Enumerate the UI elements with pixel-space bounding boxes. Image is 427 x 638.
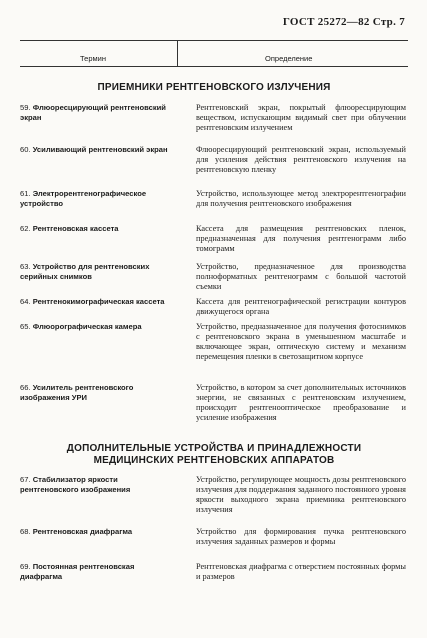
definition: Устройство, предназначенное для производства полноформатных рентгенограмм с большой частотой съемки [196,262,406,291]
section-title-receivers: ПРИЕМНИКИ РЕНТГЕНОВСКОГО ИЗЛУЧЕНИЯ [97,82,331,93]
table-top-rule [20,40,408,41]
definition: Флюоресцирующий рентгеновский экран, используемый для усиления действия рентгеновского излучения на рентгеновскую пленку [196,145,406,174]
term: 62. Рентгеновская кассета [20,224,119,233]
definition: Устройство, регулирующее мощность дозы рентгеновского излучения для поддержания заданного постоянного уровня яркости выходного экрана приемника рентгеновского излучения [196,475,406,514]
term: 68. Рентгеновская диафрагма [20,527,133,536]
definition: Кассета для рентгенографической регистрации контуров движущегося органа [196,297,406,316]
term: 67. Стабилизатор яркости рентгеновского изображения [20,475,131,494]
section-title-accessories: ДОПОЛНИТЕЛЬНЫЕ УСТРОЙСТВА И ПРИНАДЛЕЖНОСТИ МЕДИЦИНСКИХ РЕНТГЕНОВСКИХ АППАРАТОВ [66,443,362,466]
column-divider [177,40,178,66]
definition: Рентгеновский экран, покрытый флюоресцирующим веществом, испускающим видимый свет при облучении рентгеновским излучением [196,103,406,132]
term: 61. Электрорентгенографическое устройство [20,189,147,208]
definition: Устройство для формирования пучка рентгеновского излучения заданных размеров и формы [196,527,406,546]
term: 65. Флюорографическая камера [20,322,142,331]
definition: Рентгеновская диафрагма с отверстием постоянных формы и размеров [196,562,406,581]
term: 64. Рентгенокимографическая кассета [20,297,165,306]
column-header-term: Термин [80,54,106,63]
term: 63. Устройство для рентгеновских серийных снимков [20,262,150,281]
term: 69. Постоянная рентгеновская диафрагма [20,562,135,581]
term: 59. Флюоресцирующий рентгеновский экран [20,103,166,122]
page-header: ГОСТ 25272—82 Стр. 7 [282,16,405,28]
term: 60. Усиливающий рентгеновский экран [20,145,168,154]
definition: Устройство, в котором за счет дополнительных источников энергии, не связанных с рентгеновским излучением, происходит рентгенооптическое преобразование и усиление изображения [196,383,406,422]
term: 66. Усилитель рентгеновского изображения УРИ [20,383,134,402]
column-header-definition: Определение [265,54,313,63]
definition: Устройство, предназначенное для получения фотоснимков с рентгеновского экрана в уменьшенном масштабе и включающее экран, оптическую систему и механизм перемещения пленки в светозащитном корпусе [196,322,406,361]
definition: Устройство, использующее метод электрорентгенографии для получения рентгеновского изображения [196,189,406,208]
definition: Кассета для размещения рентгеновских пленок, предназначенная для получения рентгенограмм либо томограмм [196,224,406,253]
table-header-rule [20,66,408,67]
